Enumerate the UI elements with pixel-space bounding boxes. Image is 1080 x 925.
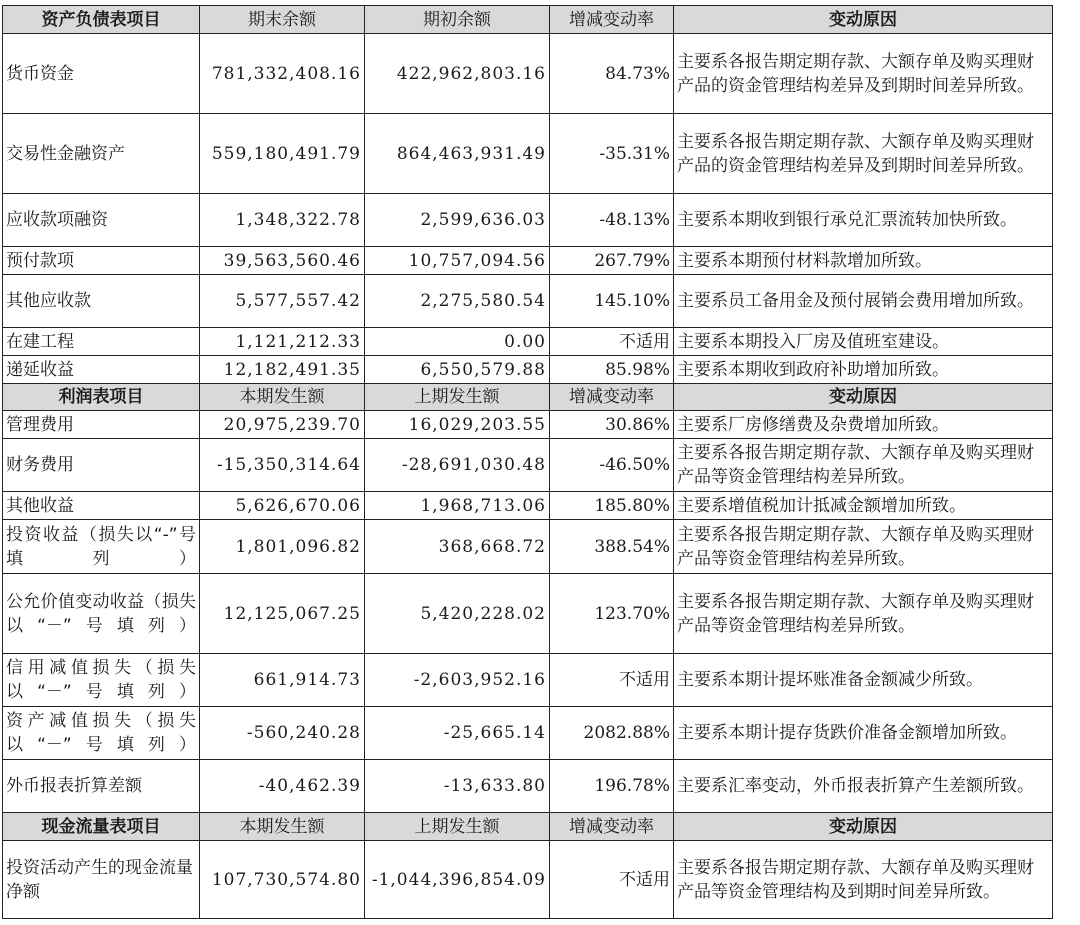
table-row <box>3 492 1053 520</box>
row-item: 投资收益（损失以“-”号填列） <box>3 520 200 574</box>
header-current-amount: 本期发生额 <box>200 384 365 411</box>
row-change-rate: 145.10% <box>550 275 674 328</box>
row-change-rate: 30.86% <box>550 411 674 439</box>
balance-header-row <box>3 6 1053 34</box>
row-item: 递延收益 <box>3 356 200 384</box>
row-change-rate: 不适用 <box>550 328 674 356</box>
header-reason: 变动原因 <box>674 813 1053 841</box>
row-reason: 主要系本期计提坏账准备金额减少所致。 <box>674 654 1053 707</box>
row-reason: 主要系各报告期定期存款、大额存单及购买理财产品等资金管理结构差异所致。 <box>674 520 1053 574</box>
header-change-rate: 增减变动率 <box>550 6 674 34</box>
row-begin-balance: 864,463,931.49 <box>365 114 550 194</box>
row-begin-balance: 2,599,636.03 <box>365 194 550 247</box>
row-reason: 主要系各报告期定期存款、大额存单及购买理财产品的资金管理结构差异及到期时间差异所致。 <box>674 34 1053 114</box>
row-change-rate: 不适用 <box>550 654 674 707</box>
row-reason: 主要系本期预付材料款增加所致。 <box>674 247 1053 275</box>
row-reason: 主要系汇率变动，外币报表折算产生差额所致。 <box>674 760 1053 813</box>
header-begin-balance: 期初余额 <box>365 6 550 34</box>
row-reason: 主要系各报告期定期存款、大额存单及购买理财产品等资金管理结构差异所致。 <box>674 574 1053 654</box>
row-reason: 主要系本期收到银行承兑汇票流转加快所致。 <box>674 194 1053 247</box>
table-row <box>3 439 1053 492</box>
row-reason: 主要系本期收到政府补助增加所致。 <box>674 356 1053 384</box>
row-current-amount: -560,240.28 <box>200 707 365 760</box>
table-row <box>3 275 1053 328</box>
table-row <box>3 841 1053 919</box>
header-item: 利润表项目 <box>3 384 200 411</box>
header-prior-amount: 上期发生额 <box>365 813 550 841</box>
row-item: 信用减值损失（损失以“－”号填列） <box>3 654 200 707</box>
row-item: 投资活动产生的现金流量净额 <box>3 841 200 919</box>
row-reason: 主要系厂房修缮费及杂费增加所致。 <box>674 411 1053 439</box>
row-item: 预付款项 <box>3 247 200 275</box>
table-row <box>3 411 1053 439</box>
row-change-rate: 185.80% <box>550 492 674 520</box>
row-change-rate: 196.78% <box>550 760 674 813</box>
row-reason: 主要系员工备用金及预付展销会费用增加所致。 <box>674 275 1053 328</box>
table-row <box>3 114 1053 194</box>
row-reason: 主要系增值税加计抵减金额增加所致。 <box>674 492 1053 520</box>
header-reason: 变动原因 <box>674 384 1053 411</box>
row-end-balance: 12,182,491.35 <box>200 356 365 384</box>
row-prior-amount: -28,691,030.48 <box>365 439 550 492</box>
row-change-rate: 2082.88% <box>550 707 674 760</box>
table-row <box>3 654 1053 707</box>
row-change-rate: 388.54% <box>550 520 674 574</box>
row-item: 管理费用 <box>3 411 200 439</box>
table-row <box>3 574 1053 654</box>
table-row <box>3 760 1053 813</box>
row-current-amount: -15,350,314.64 <box>200 439 365 492</box>
row-reason: 主要系各报告期定期存款、大额存单及购买理财产品等资金管理结构差异所致。 <box>674 439 1053 492</box>
row-reason: 主要系各报告期定期存款、大额存单及购买理财产品等资金管理结构及到期时间差异所致。 <box>674 841 1053 919</box>
row-prior-amount: 5,420,228.02 <box>365 574 550 654</box>
row-change-rate: 不适用 <box>550 841 674 919</box>
cashflow-header-row <box>3 813 1053 841</box>
row-change-rate: 85.98% <box>550 356 674 384</box>
row-prior-amount: -2,603,952.16 <box>365 654 550 707</box>
table-row <box>3 356 1053 384</box>
row-current-amount: 107,730,574.80 <box>200 841 365 919</box>
row-item: 其他应收款 <box>3 275 200 328</box>
row-prior-amount: 368,668.72 <box>365 520 550 574</box>
row-prior-amount: -13,633.80 <box>365 760 550 813</box>
row-current-amount: 5,626,670.06 <box>200 492 365 520</box>
row-current-amount: 12,125,067.25 <box>200 574 365 654</box>
row-current-amount: 20,975,239.70 <box>200 411 365 439</box>
row-begin-balance: 6,550,579.88 <box>365 356 550 384</box>
row-change-rate: -48.13% <box>550 194 674 247</box>
header-item: 资产负债表项目 <box>3 6 200 34</box>
row-end-balance: 5,577,557.42 <box>200 275 365 328</box>
table-row <box>3 34 1053 114</box>
table-row <box>3 194 1053 247</box>
header-item: 现金流量表项目 <box>3 813 200 841</box>
row-prior-amount: 1,968,713.06 <box>365 492 550 520</box>
header-change-rate: 增减变动率 <box>550 384 674 411</box>
row-item: 资产减值损失（损失以“－”号填列） <box>3 707 200 760</box>
row-item: 货币资金 <box>3 34 200 114</box>
row-change-rate: -35.31% <box>550 114 674 194</box>
row-change-rate: 267.79% <box>550 247 674 275</box>
row-end-balance: 1,348,322.78 <box>200 194 365 247</box>
row-current-amount: 1,801,096.82 <box>200 520 365 574</box>
table-row <box>3 520 1053 574</box>
row-reason: 主要系本期计提存货跌价准备金额增加所致。 <box>674 707 1053 760</box>
row-item: 其他收益 <box>3 492 200 520</box>
row-item: 外币报表折算差额 <box>3 760 200 813</box>
row-begin-balance: 422,962,803.16 <box>365 34 550 114</box>
row-item: 公允价值变动收益（损失以“－”号填列） <box>3 574 200 654</box>
table-row <box>3 328 1053 356</box>
row-end-balance: 781,332,408.16 <box>200 34 365 114</box>
row-end-balance: 1,121,212.33 <box>200 328 365 356</box>
header-prior-amount: 上期发生额 <box>365 384 550 411</box>
header-end-balance: 期末余额 <box>200 6 365 34</box>
row-begin-balance: 0.00 <box>365 328 550 356</box>
row-prior-amount: -25,665.14 <box>365 707 550 760</box>
row-reason: 主要系各报告期定期存款、大额存单及购买理财产品的资金管理结构差异及到期时间差异所致。 <box>674 114 1053 194</box>
row-change-rate: -46.50% <box>550 439 674 492</box>
row-change-rate: 84.73% <box>550 34 674 114</box>
row-item: 财务费用 <box>3 439 200 492</box>
header-reason: 变动原因 <box>674 6 1053 34</box>
row-end-balance: 39,563,560.46 <box>200 247 365 275</box>
row-begin-balance: 2,275,580.54 <box>365 275 550 328</box>
row-current-amount: -40,462.39 <box>200 760 365 813</box>
row-item: 应收款项融资 <box>3 194 200 247</box>
table-row <box>3 247 1053 275</box>
header-change-rate: 增减变动率 <box>550 813 674 841</box>
row-begin-balance: 10,757,094.56 <box>365 247 550 275</box>
income-header-row <box>3 384 1053 411</box>
row-item: 在建工程 <box>3 328 200 356</box>
row-end-balance: 559,180,491.79 <box>200 114 365 194</box>
row-prior-amount: 16,029,203.55 <box>365 411 550 439</box>
header-current-amount: 本期发生额 <box>200 813 365 841</box>
row-prior-amount: -1,044,396,854.09 <box>365 841 550 919</box>
row-reason: 主要系本期投入厂房及值班室建设。 <box>674 328 1053 356</box>
row-current-amount: 661,914.73 <box>200 654 365 707</box>
row-item: 交易性金融资产 <box>3 114 200 194</box>
financial-change-table <box>2 5 1053 919</box>
row-change-rate: 123.70% <box>550 574 674 654</box>
table-row <box>3 707 1053 760</box>
